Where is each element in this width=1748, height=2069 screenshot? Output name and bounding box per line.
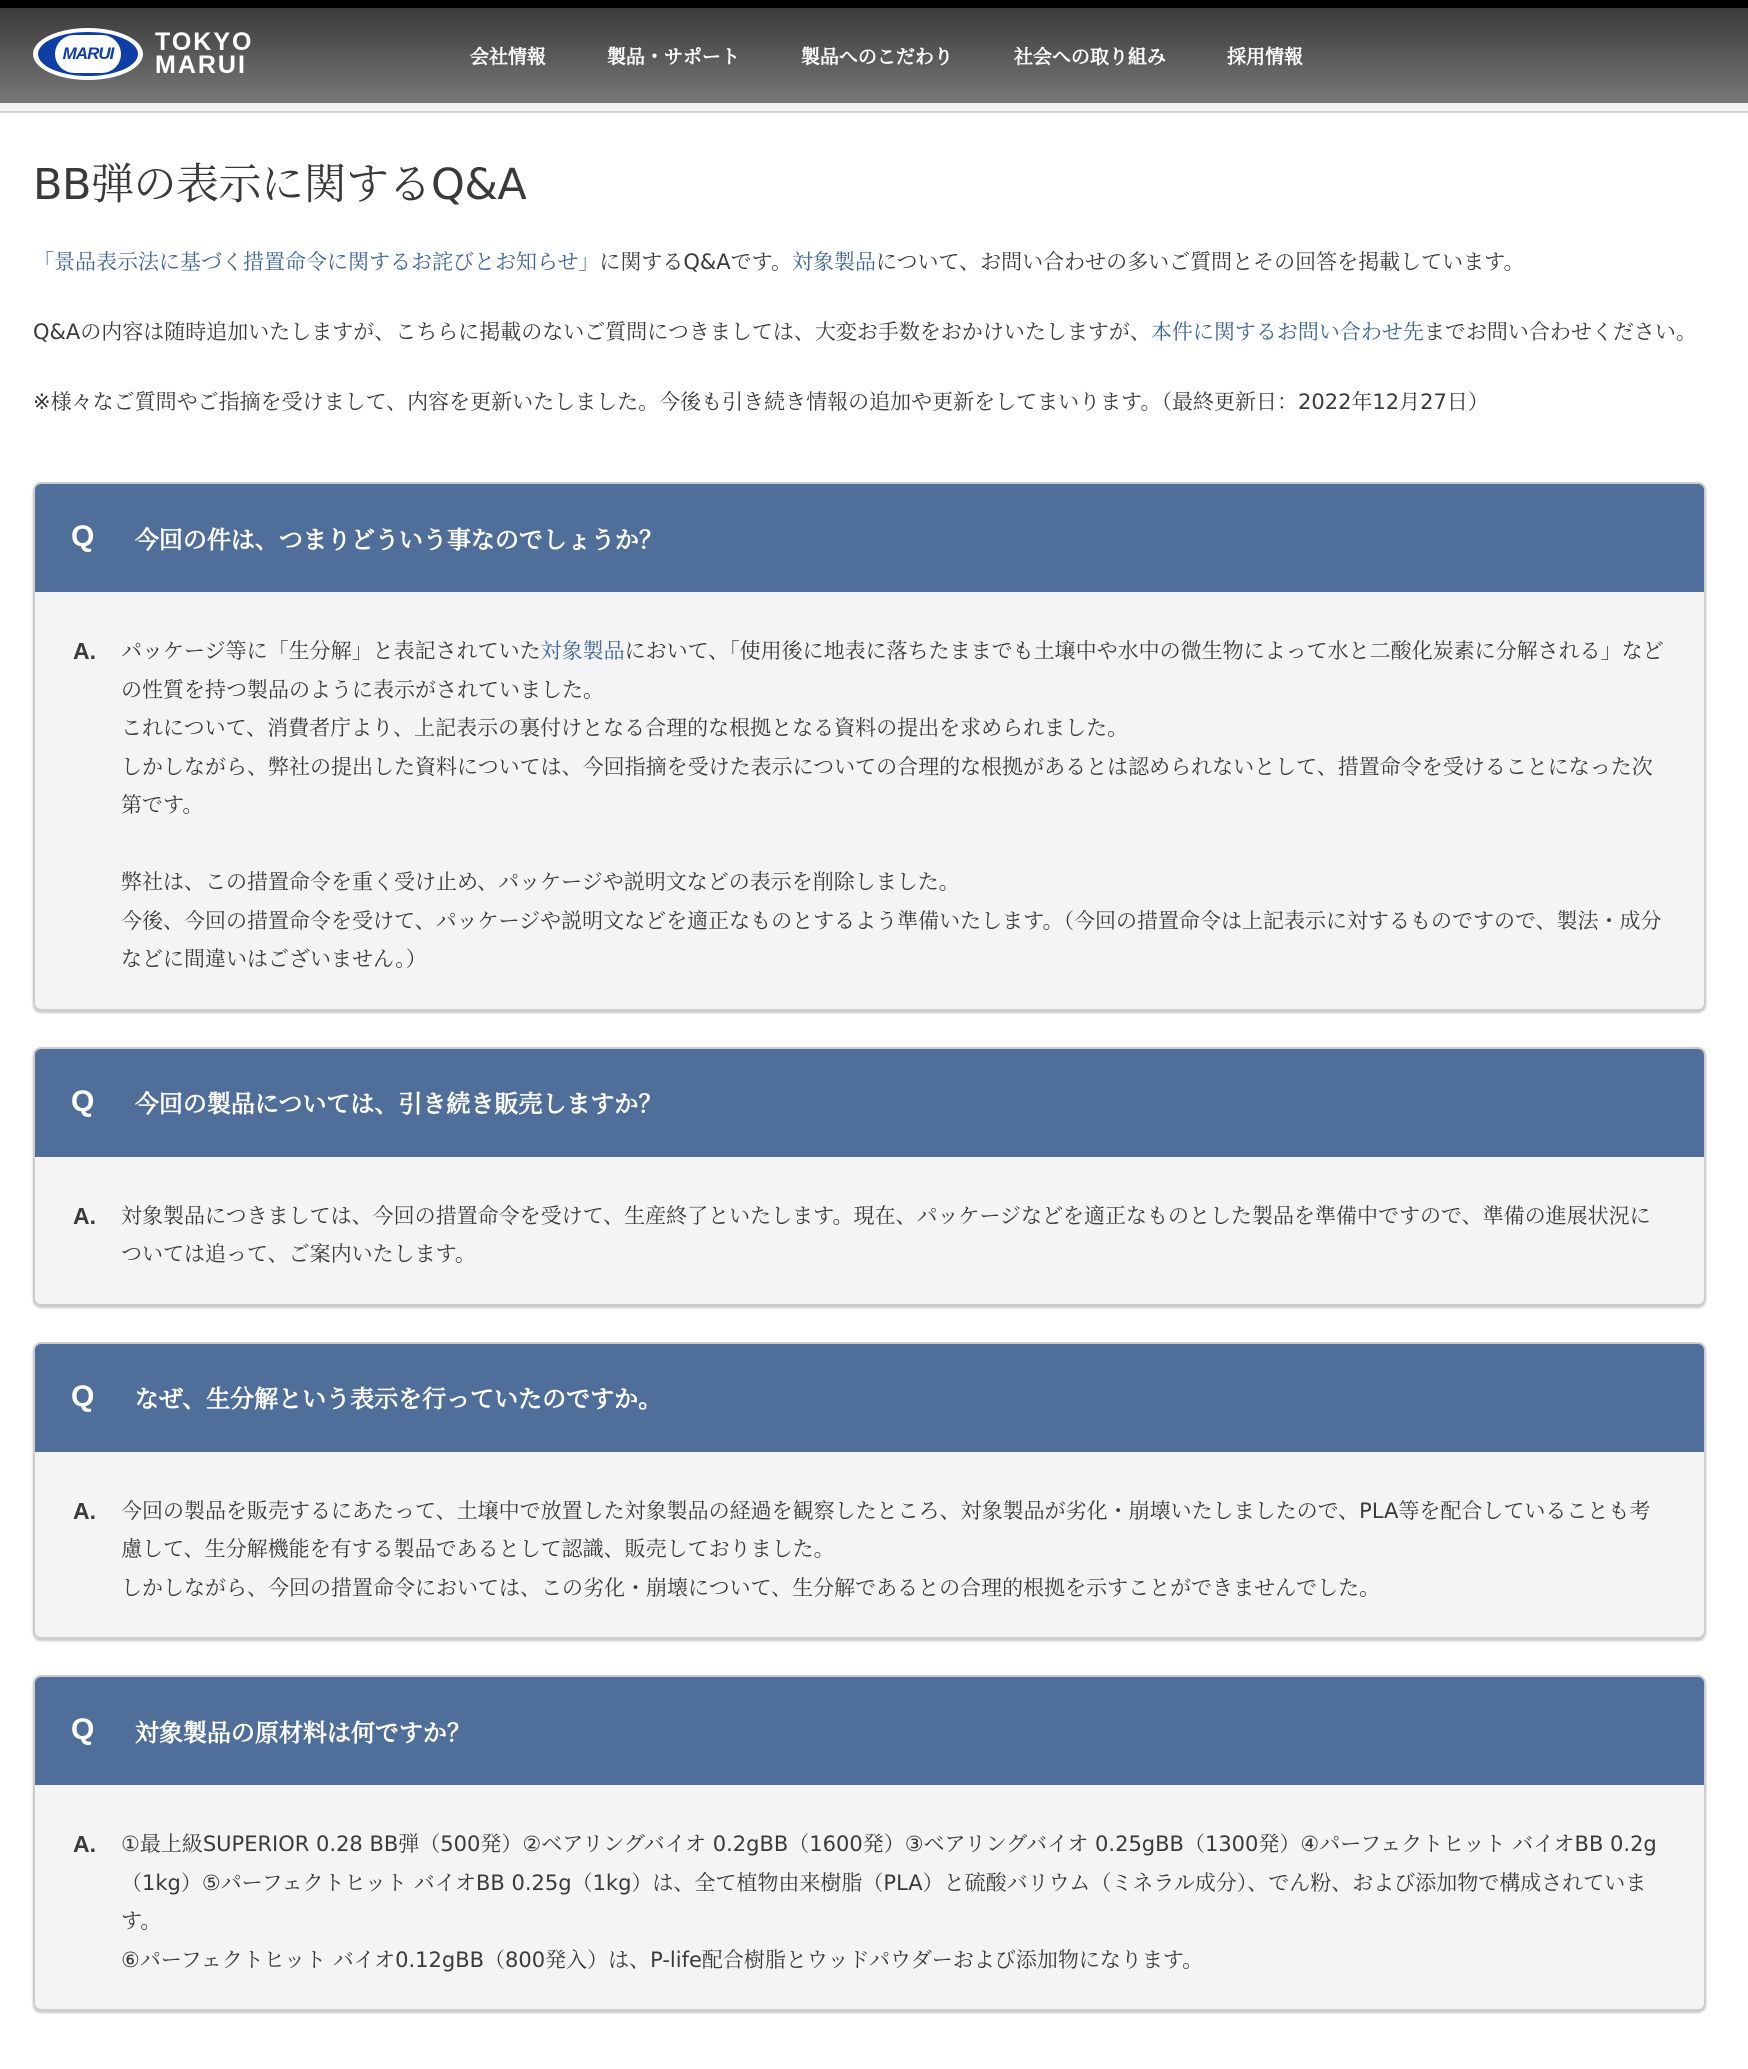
intro [33,245,1713,420]
answer-text: 対象製品につきましては、今回の措置命令を受けて、生産終了といたします。現在、パッケージなどを適正なものとした製品を準備中ですので、準備の進展状況については追って、ご案内いたします。 [121,1203,1651,1266]
qa-answer [35,1157,1704,1304]
qa-question [33,1342,1706,1452]
logo-wordmark [155,28,254,79]
main-nav [470,8,1364,103]
answer-mark-label: A. [73,1202,96,1229]
answer-text: しかしながら、今回の措置命令においては、この劣化・崩壊について、生分解であるとの合理的根拠を示すことができませんでした。 [121,1575,1381,1600]
nav-company-info[interactable]: 会社情報 [470,46,547,68]
tokyo-marui-logo[interactable] [33,28,253,80]
question-text: なぜ、生分解という表示を行っていたのですか。 [135,1385,663,1413]
intro-paragraph-2: Q&Aの内容は随時追加いたしますが、こちらに掲載のないご質問につきましては、大変お手数をおかけいたしますが、本件に関するお問い合わせ先までお問い合わせください。 [33,320,1697,344]
qa-answer [35,1785,1704,2009]
answer-text: しかしながら、弊社の提出した資料については、今回指摘を受けた表示についての合理的な根拠があるとは認められないとして、措置命令を受けることになった次第です。 [121,754,1653,817]
qa-question [33,1047,1706,1157]
question-mark-label: Q [71,520,95,553]
target-products-link[interactable]: 対象製品 [540,639,625,663]
answer-text: ①最上級SUPERIOR 0.28 BB弾（500発）②ベアリングバイオ 0.2gBB（1600発）③ベアリングバイオ 0.25gBB（1300発）④パーフェクトヒット バイオBB 0.2g（1kg）⑤パーフェクトヒット バイオBB 0.25g（1kg）は、全て植物由来樹脂（PLA）と硫酸バリウム（ミネラル成分）、でん粉、および添加物で構成されています。 [121,1832,1657,1933]
header-divider [0,103,1748,113]
answer-text: これについて、消費者庁より、上記表示の裏付けとなる合理的な根拠となる資料の提出を求められました。 [121,716,1129,740]
marui-logo-icon [33,28,143,80]
answer-mark-label: A. [73,1831,96,1857]
question-mark-label: Q [71,1713,95,1746]
qa-question [33,482,1706,592]
nav-recruitment[interactable]: 採用情報 [1227,46,1304,68]
logo-line-2: MARUI [155,51,247,79]
top-black-bar [0,0,1748,8]
answer-mark-label: A. [73,1497,96,1524]
answer-text: 弊社は、この措置命令を重く受け止め、パッケージや説明文などの表示を削除しました。 [121,870,960,894]
question-text: 対象製品の原材料は何ですか？ [135,1718,471,1747]
qa-answer [35,1452,1704,1638]
contact-link[interactable]: 本件に関するお問い合わせ先 [1150,320,1424,344]
qa-item [33,1047,1706,1306]
answer-text: 今回の製品を販売するにあたって、土壌中で放置した対象製品の経過を観察したところ、対象製品が劣化・崩壊いたしましたので、PLA等を配合していることも考慮して、生分解機能を有する製品であるとして認識、販売しておりました。 [121,1498,1651,1561]
qa-item [33,1675,1706,2011]
question-text: 今回の件は、つまりどういう事なのでしょうか？ [135,525,663,554]
target-products-link[interactable]: 対象製品 [791,250,876,274]
question-mark-label: Q [71,1084,95,1118]
question-mark-label: Q [71,1379,95,1413]
intro-paragraph-1: 「景品表示法に基づく措置命令に関するお詫びとお知らせ」に関するQ&Aです。対象製品について、お問い合わせの多いご質問とその回答を掲載しています。 [33,250,1525,274]
qa-answer: A. パッケージ等に「生分解」と表記されていた対象製品において、「使用後に地表に落ちたままでも土壌中や水中の微生物によって水と二酸化炭素に分解される」などの性質を持つ製品のように表示がされていました。 これについて、消費者庁より、上記表示の裏付けとなる合理的な根拠となる資料の提出を求められました。 しかしながら、弊社の提出した資料については、今回指摘を受けた表示についての合理的な根拠があるとは認められないとして、措置命令を受けることになった次第です。 弊社は、この措置命令を重く受け止め、パッケージや説明文などの表示を削除しました。 今後、今回の措置命令を受けて、パッケージや説明文などを適正なものとするよう準備いたします。（今回の措置命令は上記表示に対するものですので、製法・成分などに間違いはございません。） [35,592,1704,1009]
qa-question [33,1675,1706,1785]
qa-item [33,1342,1706,1640]
main-content [0,155,1748,2011]
apology-notice-link[interactable]: 「景品表示法に基づく措置命令に関するお詫びとお知らせ」 [33,250,600,274]
nav-product-commitment[interactable]: 製品へのこだわり [801,46,954,68]
nav-social-initiatives[interactable]: 社会への取り組み [1014,46,1167,68]
logo-mark-text: MARUI [62,44,114,63]
nav-products-support[interactable]: 製品・サポート [607,46,741,68]
answer-mark-label: A. [73,638,96,664]
update-notice: ※様々なご質問やご指摘を受けまして、内容を更新いたしました。今後も引き続き情報の追加や更新をしてまいります。（最終更新日：2022年12月27日） [33,390,1489,414]
logo-line-1: TOKYO [155,28,254,56]
answer-text: 今後、今回の措置命令を受けて、パッケージや説明文などを適正なものとするよう準備いたします。（今回の措置命令は上記表示に対するものですので、製法・成分などに間違いはございません。） [121,908,1662,971]
answer-text: ⑥パーフェクトヒット バイオ0.12gBB（800発入）は、P-life配合樹脂とウッドパウダーおよび添加物になります。 [121,1947,1204,1972]
qa-item [33,482,1706,1011]
question-text: 今回の製品については、引き続き販売しますか？ [135,1090,663,1118]
site-header [0,8,1748,103]
page-title: BB弾の表示に関するQ&A [33,160,527,210]
